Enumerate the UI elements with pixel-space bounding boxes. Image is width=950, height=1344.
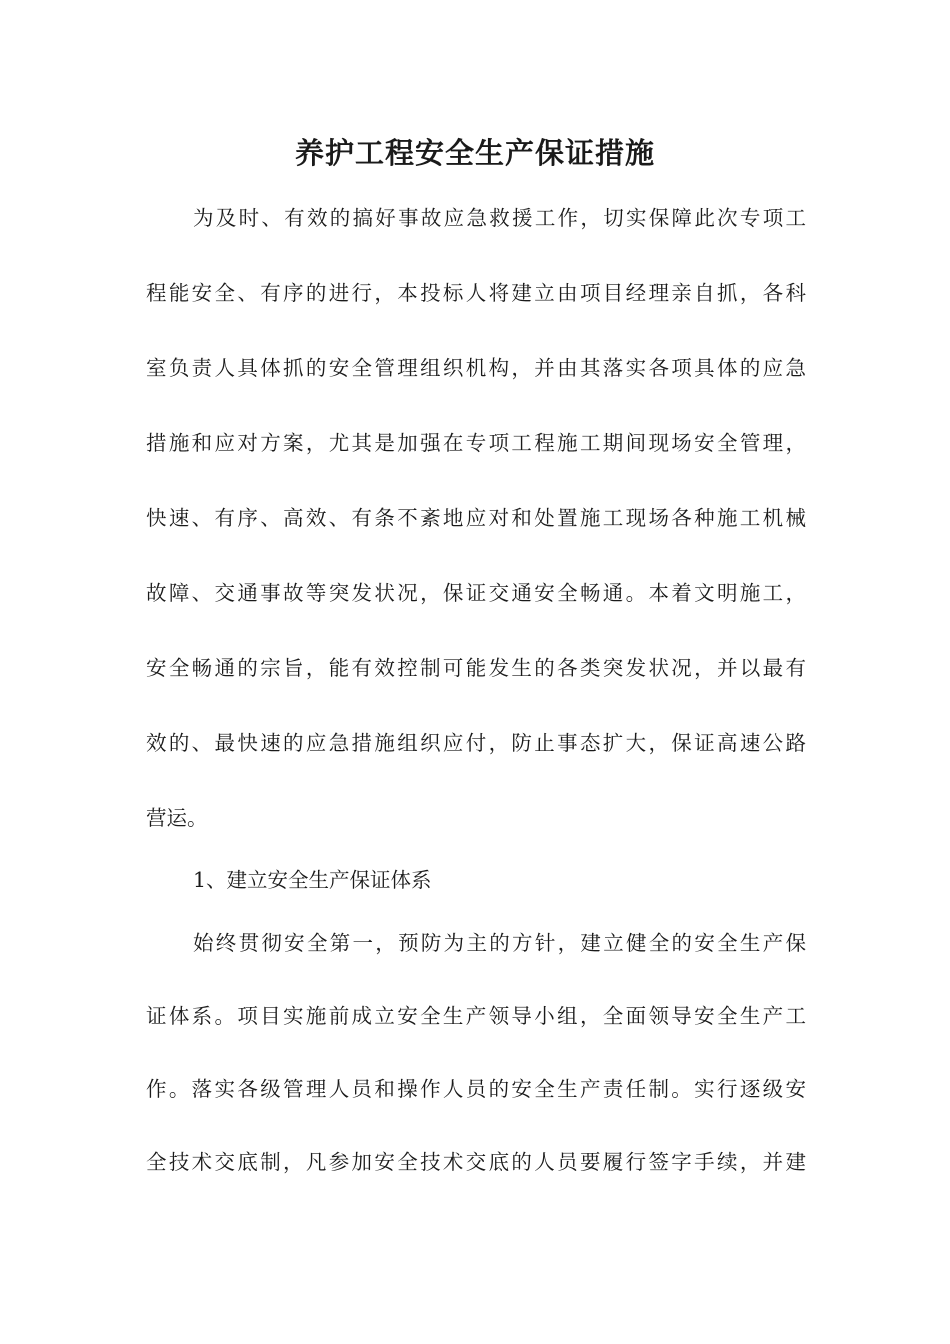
paragraph-line: 效的、最快速的应急措施组织应付，防止事态扩大，保证高速公路 (146, 731, 806, 755)
paragraph-line: 证体系。项目实施前成立安全生产领导小组，全面领导安全生产工 (146, 1004, 806, 1028)
document-title: 养护工程安全生产保证措施 (294, 136, 655, 170)
paragraph-line: 程能安全、有序的进行，本投标人将建立由项目经理亲自抓，各科 (146, 281, 806, 305)
paragraph-line: 安全畅通的宗旨，能有效控制可能发生的各类突发状况，并以最有 (146, 656, 806, 680)
paragraph-line: 始终贯彻安全第一，预防为主的方针，建立健全的安全生产保 (193, 931, 806, 955)
paragraph-line: 为及时、有效的搞好事故应急救援工作，切实保障此次专项工 (193, 206, 806, 230)
paragraph-line: 室负责人具体抓的安全管理组织机构，并由其落实各项具体的应急 (146, 356, 806, 380)
paragraph-line: 营运。 (146, 806, 208, 830)
paragraph-line: 故障、交通事故等突发状况，保证交通安全畅通。本着文明施工， (146, 581, 806, 605)
paragraph-line: 措施和应对方案，尤其是加强在专项工程施工期间现场安全管理， (146, 431, 806, 455)
paragraph-line: 全技术交底制，凡参加安全技术交底的人员要履行签字手续，并建 (146, 1150, 806, 1174)
section-heading-text: 1、建立安全生产保证体系 (193, 868, 432, 892)
paragraph-line: 作。落实各级管理人员和操作人员的安全生产责任制。实行逐级安 (146, 1077, 806, 1101)
paragraph-line: 快速、有序、高效、有条不紊地应对和处置施工现场各种施工机械 (146, 506, 806, 530)
